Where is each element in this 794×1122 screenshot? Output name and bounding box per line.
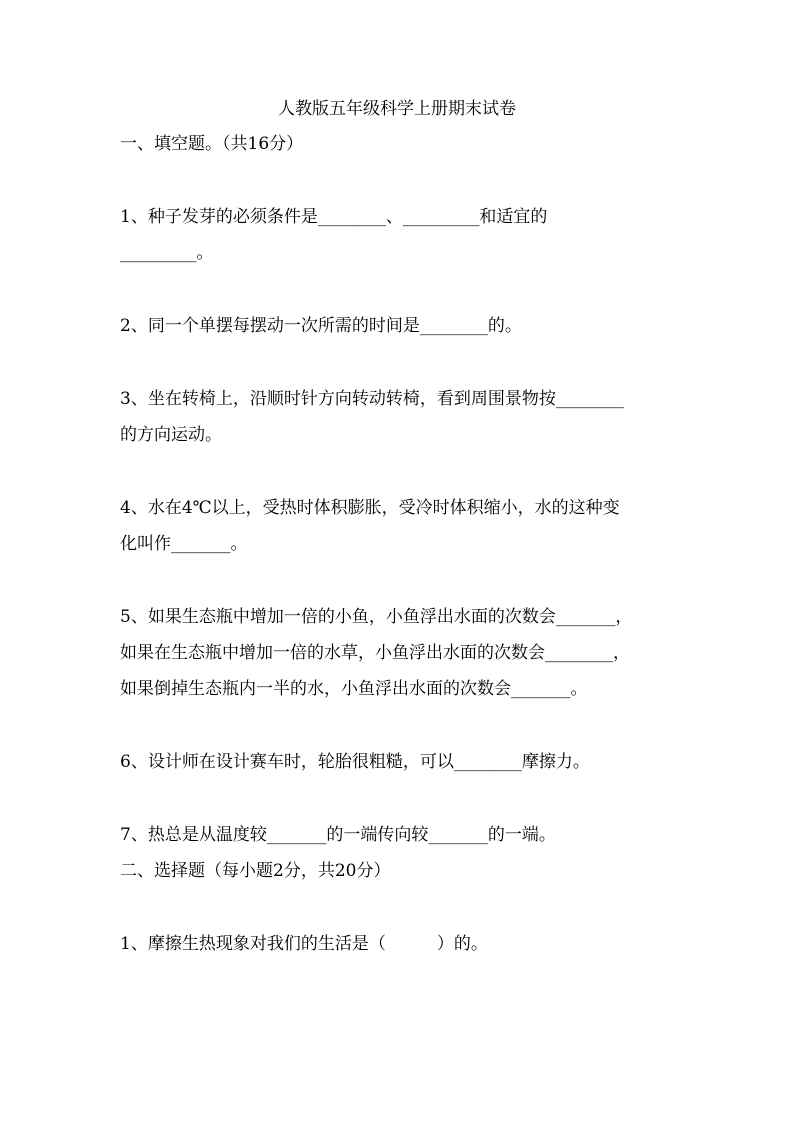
s2-q1-line1: 1、摩擦生热现象对我们的生活是（ ）的。 — [120, 934, 488, 954]
exam-title: 人教版五年级科学上册期末试卷 — [278, 99, 516, 119]
q4-line1: 4、水在4℃以上，受热时体积膨胀，受冷时体积缩小，水的这种变 — [120, 498, 620, 518]
q3-line2: 的方向运动。 — [120, 425, 222, 445]
q1-line2: _________。 — [120, 243, 214, 263]
q5-line2: 如果在生态瓶中增加一倍的水草，小鱼浮出水面的次数会________， — [120, 643, 630, 663]
q1-line1: 1、种子发芽的必须条件是________、_________和适宜的 — [120, 207, 548, 227]
section1-heading: 一、填空题。（共16分） — [120, 134, 304, 154]
q6-line1: 6、设计师在设计赛车时，轮胎很粗糙，可以________摩擦力。 — [120, 752, 590, 772]
q7-line1: 7、热总是从温度较_______的一端传向较_______的一端。 — [120, 825, 556, 845]
q2-line1: 2、同一个单摆每摆动一次所需的时间是________的。 — [120, 316, 522, 336]
q5-line3: 如果倒掉生态瓶内一半的水，小鱼浮出水面的次数会_______。 — [120, 679, 588, 699]
section2-heading: 二、选择题（每小题2分，共20分） — [120, 861, 391, 881]
q3-line1: 3、坐在转椅上，沿顺时针方向转动转椅，看到周围景物按________ — [120, 389, 624, 409]
q4-line2: 化叫作_______。 — [120, 534, 248, 554]
q5-line1: 5、如果生态瓶中增加一倍的小鱼，小鱼浮出水面的次数会_______， — [120, 607, 633, 627]
